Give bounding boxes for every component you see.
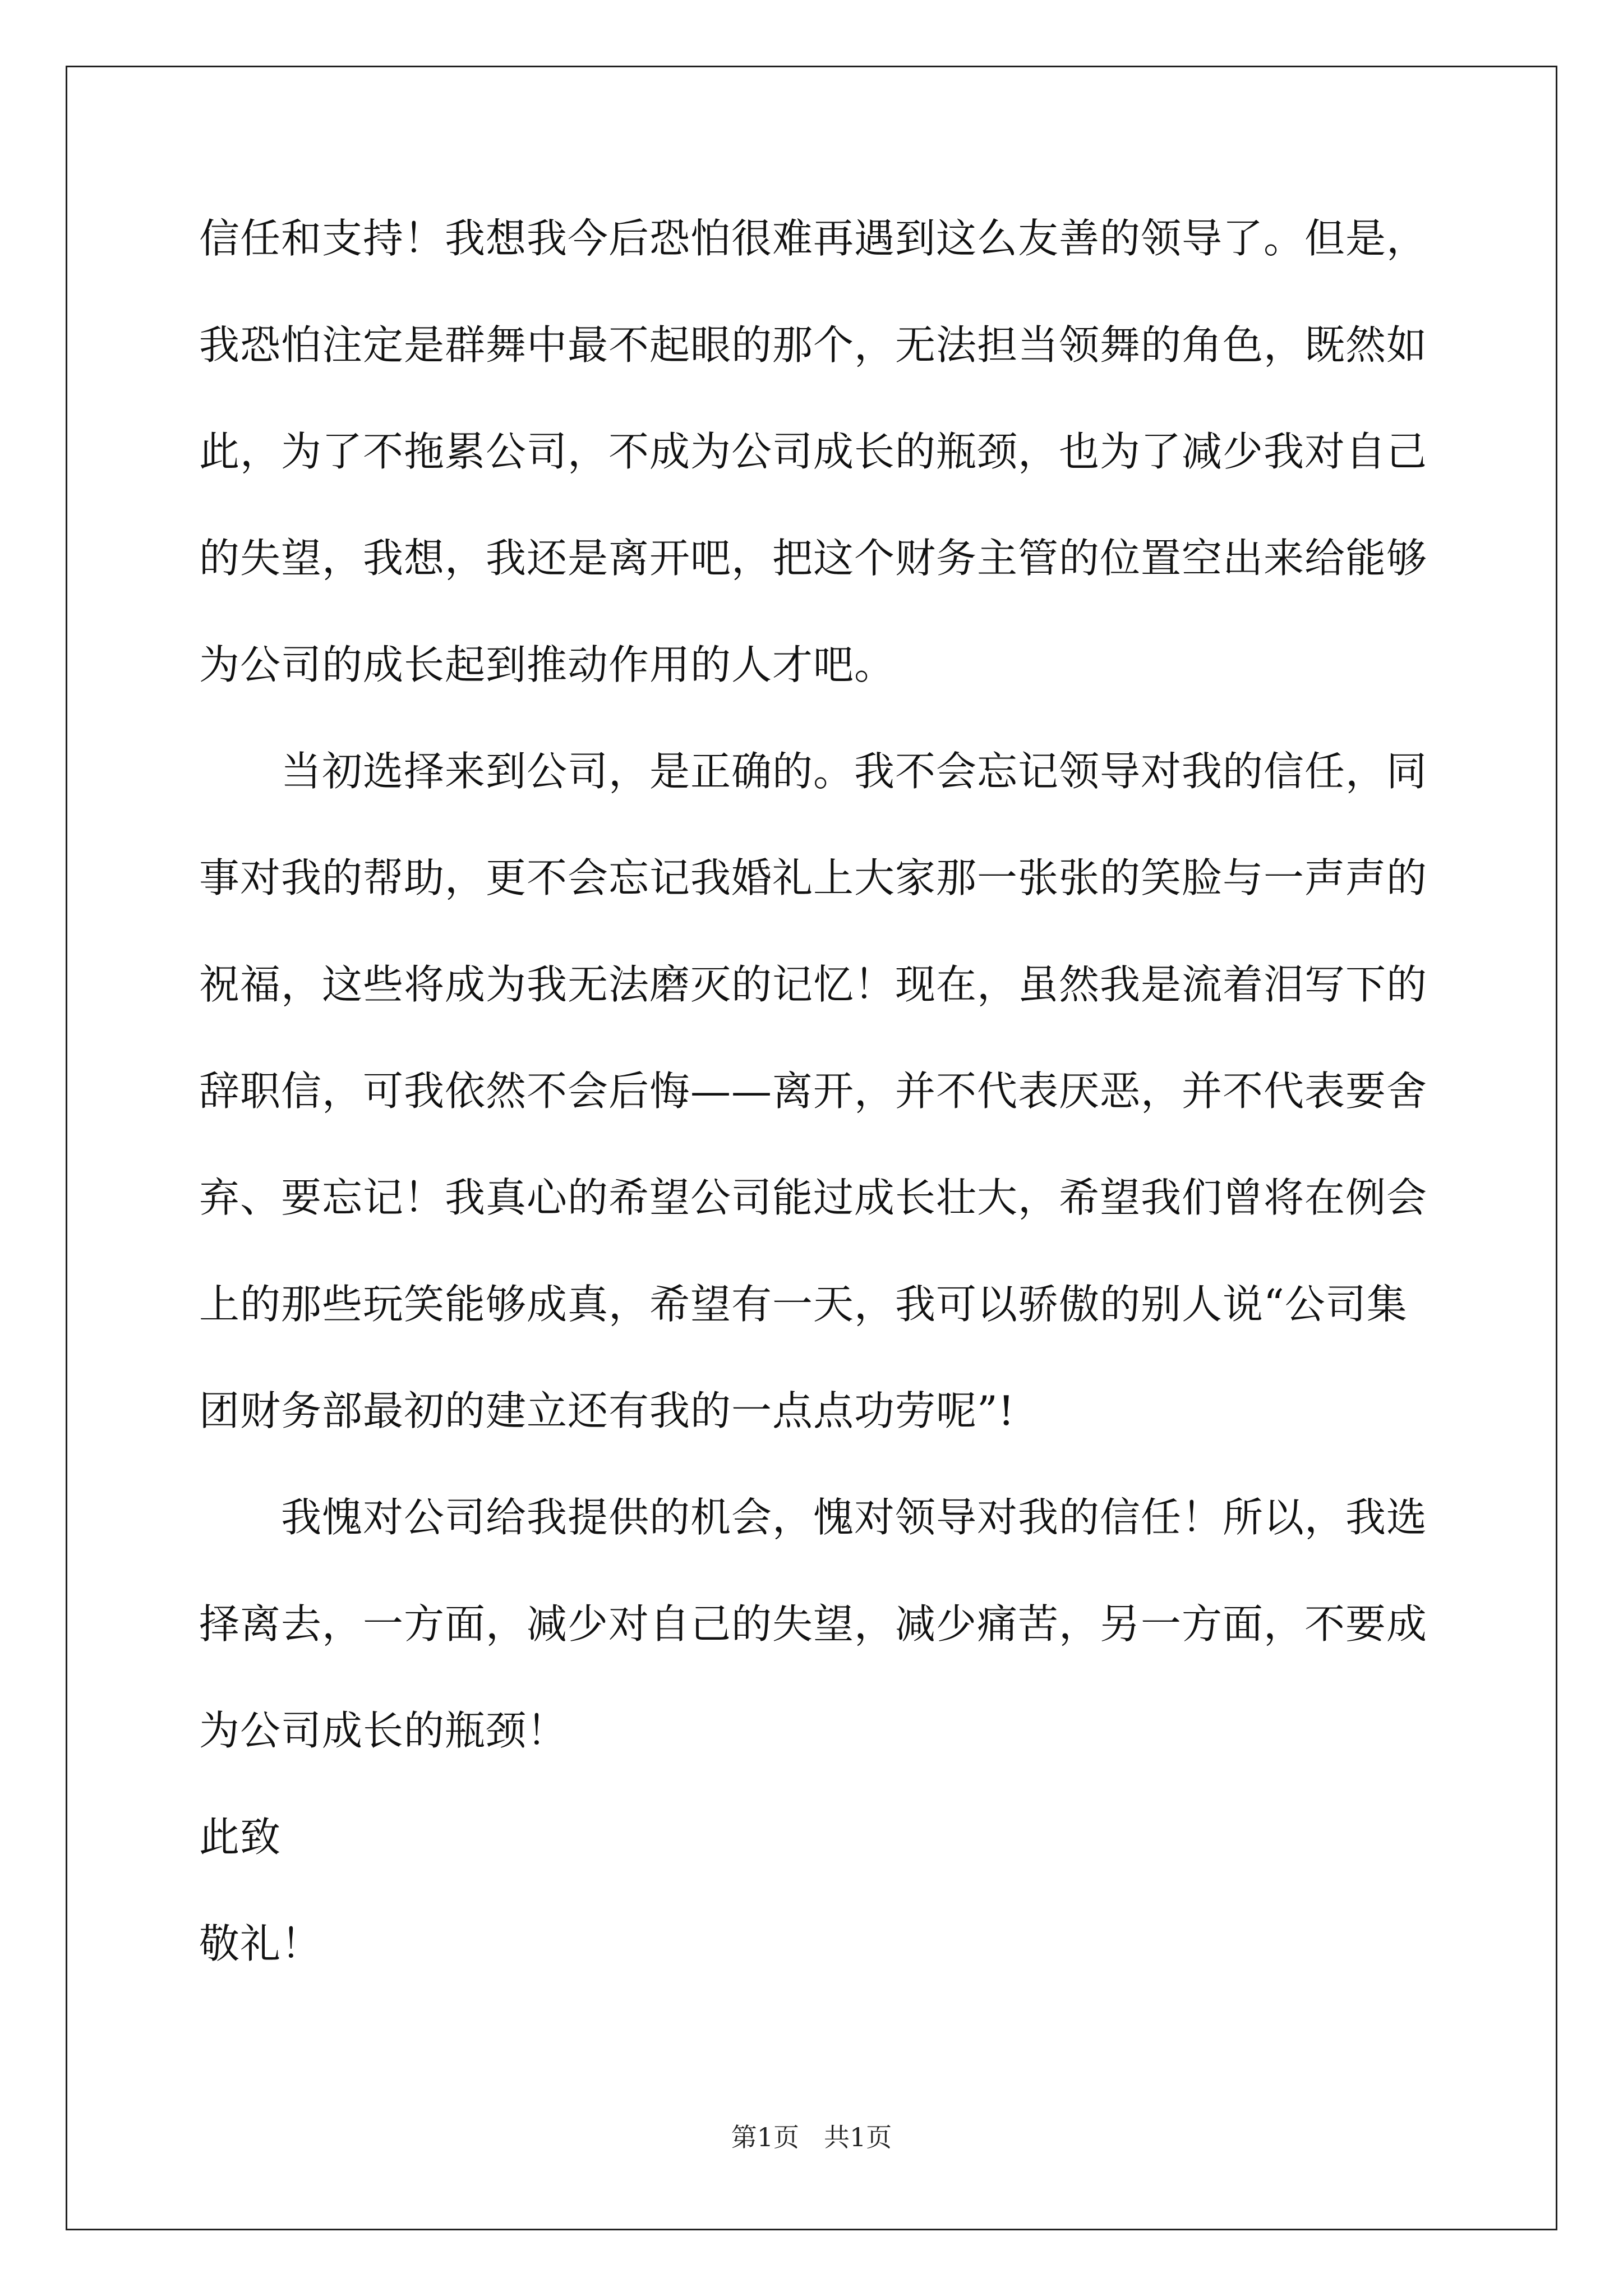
text-line: 弃、要忘记！我真心的希望公司能过成长壮大，希望我们曾将在例会	[199, 1174, 1428, 1221]
text-line: 当初选择来到公司，是正确的。我不会忘记领导对我的信任，同	[281, 748, 1428, 795]
closing-salutation: 此致	[199, 1814, 282, 1861]
paragraph-3	[199, 1464, 1433, 1784]
text-line: 为公司成长的瓶颈！	[199, 1707, 568, 1754]
closing-regards: 敬礼！	[199, 1920, 322, 1967]
paragraph-1	[199, 185, 1433, 718]
text-line: 我恐怕注定是群舞中最不起眼的那个，无法担当领舞的角色，既然如	[199, 321, 1428, 369]
text-line: 团财务部最初的建立还有我的一点点功劳呢”!	[199, 1387, 1015, 1434]
page-number: 第1页	[731, 2122, 799, 2152]
text-line: 事对我的帮助，更不会忘记我婚礼上大家那一张张的笑脸与一声声的	[199, 854, 1428, 901]
letter-body	[199, 185, 1433, 1997]
paragraph-2	[199, 718, 1433, 1464]
text-line: 上的那些玩笑能够成真，希望有一天，我可以骄傲的别人说“公司集	[199, 1281, 1408, 1328]
text-line: 择离去，一方面，减少对自己的失望，减少痛苦，另一方面，不要成	[199, 1600, 1428, 1648]
page-total: 共1页	[824, 2122, 892, 2152]
text-line: 我愧对公司给我提供的机会，愧对领导对我的信任！所以，我选	[281, 1494, 1428, 1541]
text-line: 祝福，这些将成为我无法磨灭的记忆！现在，虽然我是流着泪写下的	[199, 961, 1428, 1008]
text-line: 为公司的成长起到推动作用的人才吧。	[199, 641, 896, 688]
text-line: 此，为了不拖累公司，不成为公司成长的瓶颈，也为了减少我对自己	[199, 428, 1428, 475]
text-line: 辞职信，可我依然不会后悔——离开，并不代表厌恶，并不代表要舍	[199, 1068, 1428, 1115]
text-line: 信任和支持！我想我今后恐怕很难再遇到这么友善的领导了。但是，	[199, 215, 1428, 262]
text-line: 的失望，我想，我还是离开吧，把这个财务主管的位置空出来给能够	[199, 535, 1428, 582]
page-footer	[0, 2120, 1623, 2154]
